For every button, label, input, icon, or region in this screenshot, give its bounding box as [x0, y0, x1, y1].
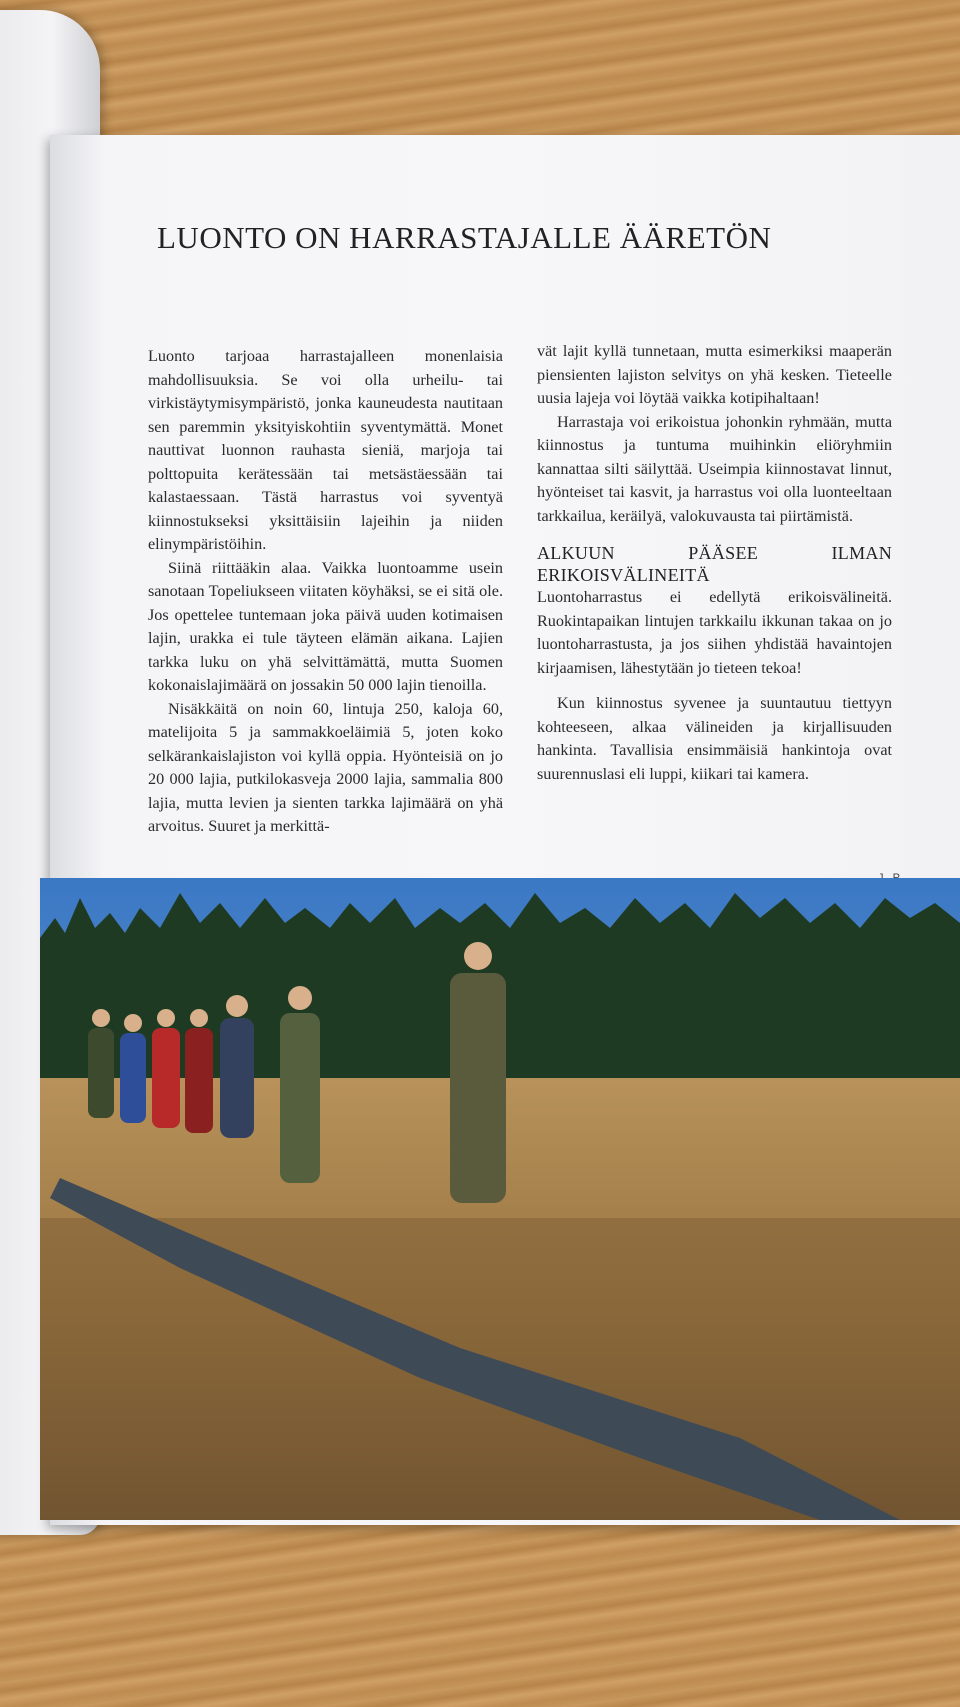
left-column: [148, 345, 503, 839]
hikers-photo-illustration: [40, 878, 960, 1520]
article-title: LUONTO ON HARRASTAJALLE ÄÄRETÖN: [157, 220, 772, 255]
hikers-photo: [40, 878, 960, 1520]
paragraph: Kun kiinnostus syvenee ja suuntautuu tiettyyn kohteeseen, alkaa välineiden ja kirjallisuuden hankinta. Tavallisia ensimmäisiä hankintoja ovat suurennuslasi eli luppi, kiikari tai kamera.: [537, 694, 892, 783]
paragraph: Siinä riittääkin alaa. Vaikka luontoamme usein sanotaan Topeliukseen viitaten köyhäksi, se ei sitä ole. Jos opettelee tuntemaan joka päivä uuden kotimaisen lajin, urakka ei tule täyteen elämän aikana. Lajien tarkka luku on yhä selvittämättä, mutta Suomen kokonaislajimäärä on jossakin 50 000 lajin tienoilla.: [148, 558, 503, 694]
paragraph: Luontoharrastus ei edellytä erikoisvälineitä. Ruokintapaikan lintujen tarkkailu ikkunan takaa on jo luontoharrastusta, ja jos siihen yhdistää havaintojen kirjaamisen, lähestytään jo tieteen tekoa!: [537, 588, 892, 677]
paragraph: vät lajit kyllä tunnetaan, mutta esimerkiksi maaperän piensienten lajiston selvitys on yhä kesken. Tieteelle uusia lajeja voi löytää vaikka kotipihaltaan!: [537, 342, 892, 407]
paragraph: Harrastaja voi erikoistua johonkin ryhmään, mutta kiinnostus ja tuntuma muihinkin eliöryhmiin kannattaa silti säilyttää. Useimpia kiinnostavat linnut, hyönteiset tai kasvit, ja harrastus voi olla luonteeltaan tarkkailua, keräilyä, valokuvausta tai piirtämistä.: [537, 412, 892, 525]
paragraph: Luonto tarjoaa harrastajalleen monenlaisia mahdollisuuksia. Se voi olla urheilu- tai virkistäytymisympäristö, jonka kauneudesta nautitaan sen paremmin yksityiskohtiin syventymättä. Monet nauttivat luonnon rauhasta sieniä, marjoja tai polttopuita kerätessään tai metsästäessään tai kalastaessaan. Tästä harrastus voi syventyä kiinnostukseksi yksittäisiin lajeihin ja niiden elinympäristöihin.: [148, 347, 503, 553]
section-subheading: ALKUUN PÄÄSEE ILMAN ERIKOISVÄLINEITÄ: [537, 543, 892, 585]
right-column: [537, 340, 892, 786]
paragraph: Nisäkkäitä on noin 60, lintuja 250, kaloja 60, matelijoita 5 ja sammakkoeläimiä 5, joten koko selkärankaislajiston voi kyllä oppia. Hyönteisiä on jo 20 000 lajia, putkilokasveja 2000 lajia, sammalia 800 lajia, mutta levien ja sienten tarkka lajimäärä on yhä arvoitus. Suuret ja merkittä-: [148, 699, 503, 835]
